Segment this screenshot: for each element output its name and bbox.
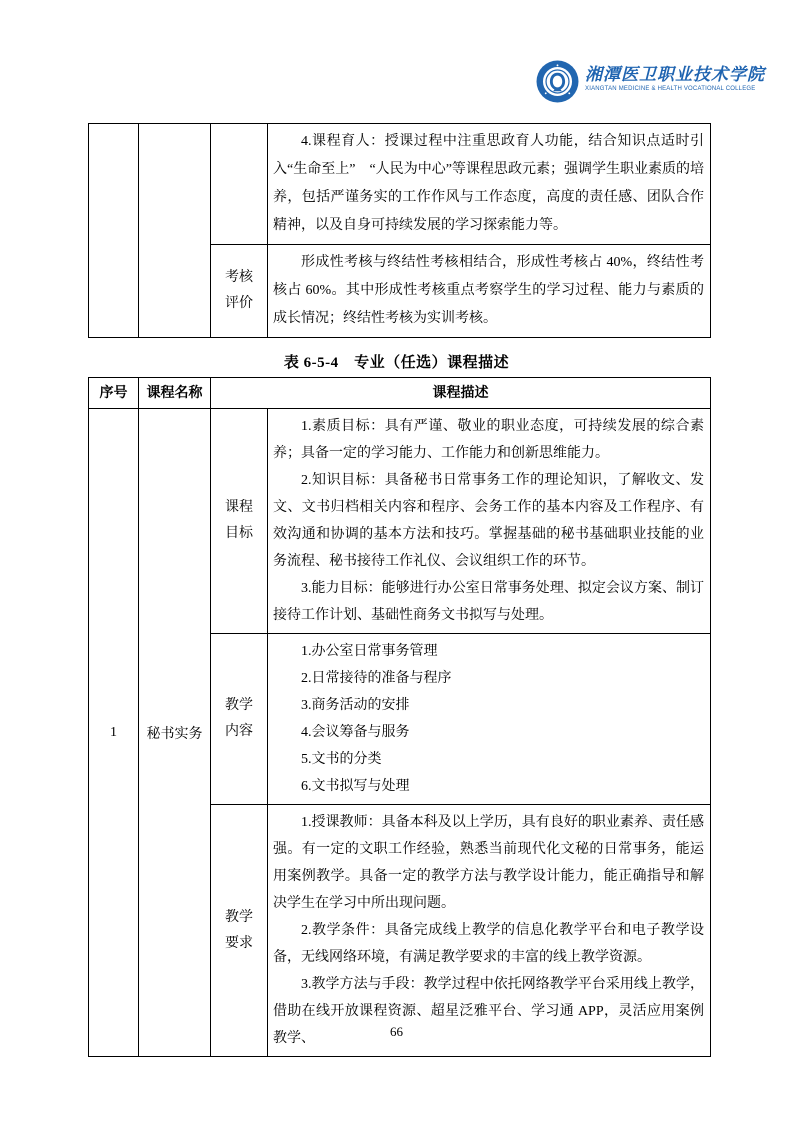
- paragraph: 3.教学方法与手段：教学过程中依托网络教学平台采用线上教学，借助在线开放课程资源、超星泛雅平台、学习通 APP，灵活应用案例教学、: [273, 977, 704, 1046]
- paragraph: 4.课程育人：授课过程中注重思政育人功能，结合知识点适时引入“生命至上” “人民为中心”等课程思政元素；强调学生职业素质的培养，包括严谨务实的工作作风与工作态度，高度的责任感、团队合作精神，以及自身可持续发展的学习探索能力等。: [273, 134, 704, 233]
- section-label-content: 教学内容: [211, 634, 268, 805]
- course-name-cell: 秘书实务: [139, 409, 211, 1057]
- course-name-cell-continued: [139, 124, 211, 338]
- table-caption: 表 6-5-4 专业（任选）课程描述: [283, 355, 510, 371]
- list-item: 4.会议筹备与服务: [301, 725, 410, 740]
- paragraph: 1.素质目标：具有严谨、敬业的职业态度，可持续发展的综合素养；具备一定的学习能力、工作能力和创新思维能力。: [273, 419, 704, 461]
- section-label-cell-continued: [211, 124, 268, 245]
- table-row: [89, 409, 711, 634]
- teaching-content-list: [268, 634, 711, 805]
- college-name-block: [585, 60, 765, 93]
- section-label-objectives: 课程目标: [211, 409, 268, 634]
- page-number: 66: [390, 1024, 403, 1039]
- paragraph: 1.授课教师：具备本科及以上学历，具有良好的职业素养、责任感强。有一定的文职工作经验，熟悉当前现代化文秘的日常事务，能运用案例教学。具备一定的教学方法与教学设计能力，能正确指导和解决学生在学习中所出现问题。: [273, 815, 704, 911]
- paragraph: 2.教学条件：具备完成线上教学的信息化教学平台和电子教学设备，无线网络环境，有满足教学要求的丰富的线上教学资源。: [273, 923, 704, 965]
- list-item: 3.商务活动的安排: [301, 698, 410, 713]
- seq-cell: 1: [89, 409, 139, 1057]
- assessment-content: [268, 245, 711, 338]
- list-item: 6.文书拟写与处理: [301, 779, 410, 794]
- list-item: 1.办公室日常事务管理: [301, 644, 438, 659]
- table-header-row: [89, 378, 711, 409]
- requirements-content: [268, 805, 711, 1057]
- header-course-desc: 课程描述: [211, 378, 711, 409]
- college-logo: [536, 60, 765, 103]
- elective-course-table: [88, 377, 711, 1057]
- paragraph: 2.知识目标：具备秘书日常事务工作的理论知识，了解收文、发文、文书归档相关内容和程序、会务工作的基本内容及工作程序、有效沟通和协调的基本方法和技巧。掌握基础的秘书基础职业技能的业务流程、秘书接待工作礼仪、会议组织工作的环节。: [273, 473, 704, 569]
- list-item: 2.日常接待的准备与程序: [301, 671, 452, 686]
- course-thinking-content: [268, 124, 711, 245]
- college-emblem-icon: [536, 60, 579, 103]
- section-label-assessment: 考核评价: [211, 245, 268, 338]
- course-table-continued: [88, 123, 711, 338]
- paragraph: 3.能力目标：能够进行办公室日常事务处理、拟定会议方案、制订接待工作计划、基础性商务文书拟写与处理。: [273, 581, 704, 623]
- college-name-zh: 湘潭医卫职业技术学院: [585, 65, 765, 84]
- list-item: 5.文书的分类: [301, 752, 382, 767]
- paragraph: 形成性考核与终结性考核相结合，形成性考核占 40%，终结性考核占 60%。其中形成性考核重点考察学生的学习过程、能力与素质的成长情况；终结性考核为实训考核。: [273, 255, 704, 326]
- section-label-requirements: 教学要求: [211, 805, 268, 1057]
- header-seq: 序号: [89, 378, 139, 409]
- objectives-content: [268, 409, 711, 634]
- seq-cell-continued: [89, 124, 139, 338]
- table-row: [89, 124, 711, 245]
- college-name-en: XIANGTAN MEDICINE & HEALTH VOCATIONAL COLLEGE: [585, 86, 756, 92]
- header-course-name: 课程名称: [139, 378, 211, 409]
